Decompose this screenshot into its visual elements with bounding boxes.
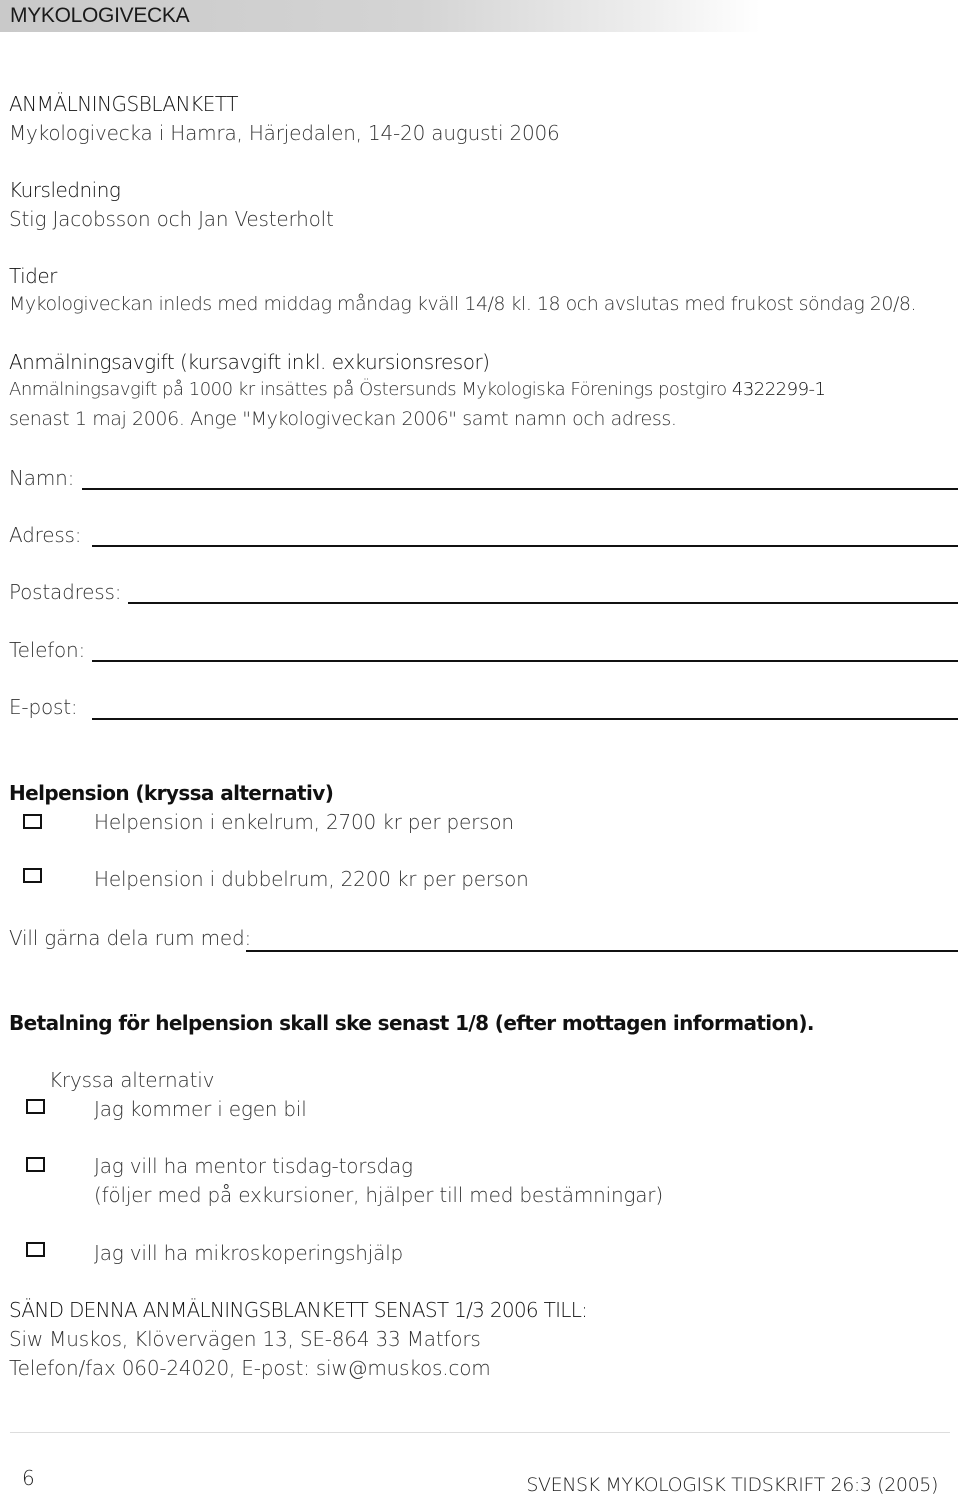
mentor-label-detail: (följer med på exkursioner, hjälper till med bestämningar): [94, 1183, 663, 1207]
egen-bil-label: Jag kommer i egen bil: [94, 1097, 307, 1121]
mentor-label: Jag vill ha mentor tisdag-torsdag: [94, 1154, 413, 1178]
adress-label: Adress:: [9, 523, 82, 547]
dela-rum-label: Vill gärna dela rum med:: [9, 926, 252, 950]
telefon-label: Telefon:: [9, 638, 86, 662]
tider-text: Mykologiveckan inleds med middag måndag kväll 14/8 kl. 18 och avslutas med frukost söndag 20/8.: [9, 293, 917, 315]
page-number: 6: [22, 1466, 35, 1490]
helpension-dubbelrum-checkbox[interactable]: [23, 868, 42, 883]
form-title: ANMÄLNINGSBLANKETT: [9, 92, 238, 116]
postadress-field[interactable]: [128, 602, 958, 604]
adress-field[interactable]: [92, 545, 958, 547]
postadress-label: Postadress:: [9, 580, 122, 604]
epost-label: E-post:: [9, 695, 78, 719]
telefon-field[interactable]: [92, 660, 958, 662]
footer-divider: [10, 1432, 950, 1433]
section-title: MYKOLOGIVECKA: [10, 4, 190, 27]
fee-text: Anmälningsavgift på 1000 kr insättes på Östersunds Mykologiska Förenings postgiro: [9, 379, 732, 400]
send-instruction: SÄND DENNA ANMÄLNINGSBLANKETT SENAST 1/3 2006 TILL:: [9, 1298, 588, 1322]
mikroskopering-label: Jag vill ha mikroskoperingshjälp: [94, 1241, 404, 1265]
alternatives-heading: Kryssa alternativ: [49, 1068, 215, 1092]
helpension-heading: Helpension (kryssa alternativ): [9, 781, 334, 805]
tider-heading: Tider: [9, 264, 57, 288]
fee-text-line1: [9, 381, 826, 399]
send-address: Siw Muskos, Klövervägen 13, SE-864 33 Matfors: [9, 1327, 481, 1351]
helpension-dubbelrum-label: Helpension i dubbelrum, 2200 kr per person: [94, 867, 529, 891]
namn-label: Namn:: [9, 466, 75, 490]
journal-name: SVENSK MYKOLOGISK TIDSKRIFT 26:3 (2005): [526, 1474, 938, 1496]
namn-field[interactable]: [82, 488, 958, 490]
helpension-enkelrum-label: Helpension i enkelrum, 2700 kr per person: [94, 810, 514, 834]
fee-heading: Anmälningsavgift (kursavgift inkl. exkursionsresor): [9, 350, 490, 374]
egen-bil-checkbox[interactable]: [26, 1099, 45, 1114]
dela-rum-field[interactable]: [246, 950, 958, 952]
payment-text: Betalning för helpension skall ske senast 1/8 (efter mottagen information).: [9, 1011, 814, 1035]
mikroskopering-checkbox[interactable]: [26, 1242, 45, 1257]
form-subtitle: Mykologivecka i Hamra, Härjedalen, 14-20 augusti 2006: [9, 121, 560, 145]
send-contact: Telefon/fax 060-24020, E-post: siw@muskos.com: [9, 1356, 491, 1380]
mentor-checkbox[interactable]: [26, 1157, 45, 1172]
fee-text-line2: senast 1 maj 2006. Ange "Mykologiveckan 2006" samt namn och adress.: [9, 408, 677, 430]
postgiro-number: 4322299-1: [731, 379, 826, 400]
kursledning-text: Stig Jacobsson och Jan Vesterholt: [9, 207, 334, 231]
epost-field[interactable]: [92, 718, 958, 720]
kursledning-heading: Kursledning: [9, 178, 121, 202]
helpension-enkelrum-checkbox[interactable]: [23, 814, 42, 829]
